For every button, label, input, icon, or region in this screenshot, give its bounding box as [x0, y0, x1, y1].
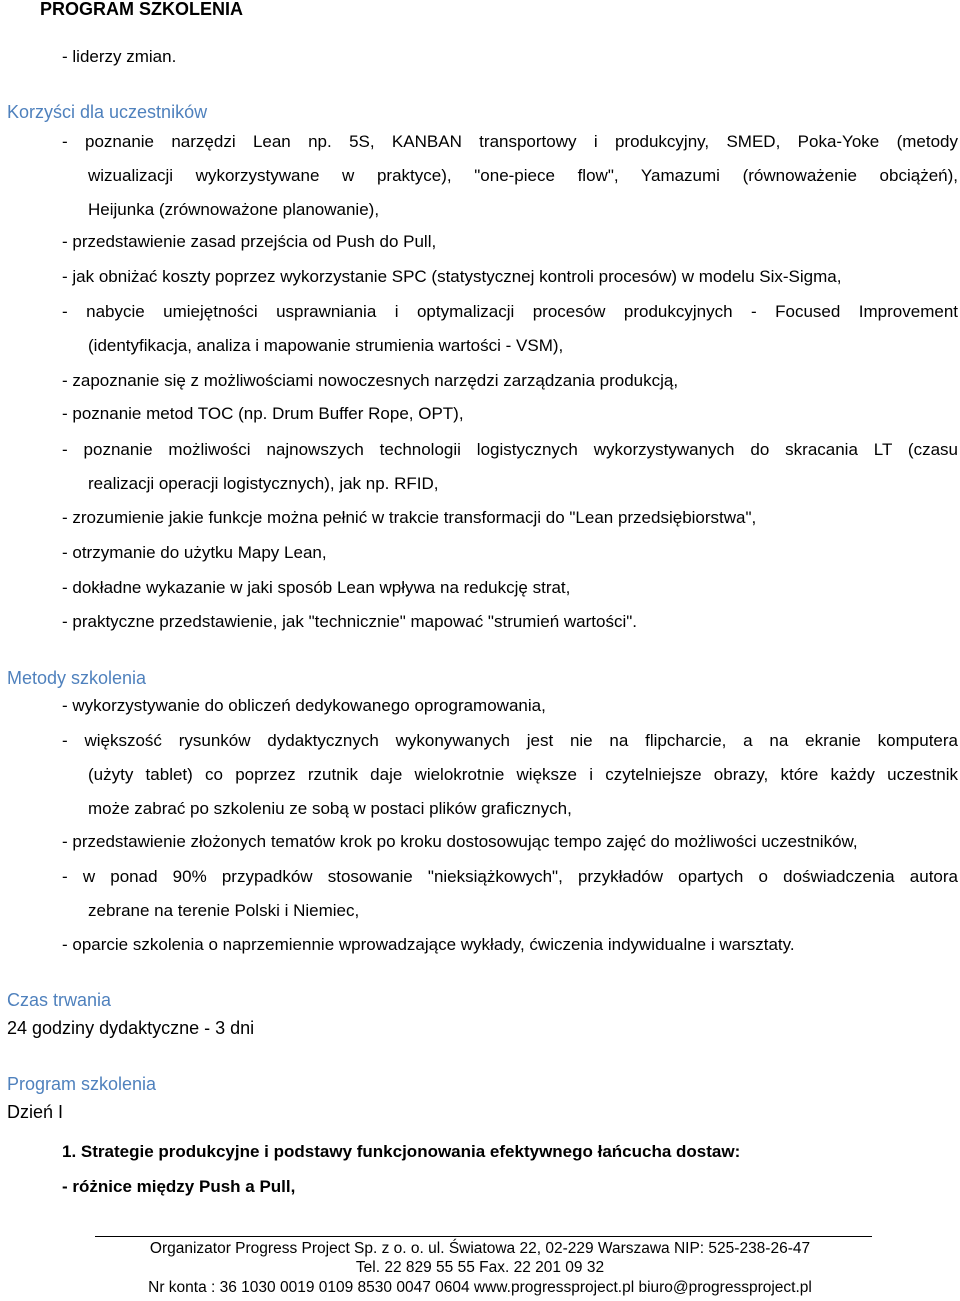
- duration-heading: Czas trwania: [7, 990, 112, 1010]
- list-item-line: - otrzymanie do użytku Mapy Lean,: [62, 543, 327, 562]
- list-item-text: - liderzy zmian.: [62, 47, 177, 66]
- topic-text: 1. Strategie produkcyjne i podstawy funkcjonowania efektywnego łańcucha dostaw:: [62, 1142, 741, 1161]
- list-item-line: może zabrać po szkoleniu ze sobą w postaci plików graficznych,: [88, 799, 572, 818]
- list-item-line: realizacji operacji logistycznych), jak np. RFID,: [88, 474, 439, 493]
- list-item-line: - praktyczne przedstawienie, jak "technicznie" mapować "strumień wartości".: [62, 612, 637, 631]
- list-item: [62, 605, 958, 639]
- list-item-line: - jak obniżać koszty poprzez wykorzystanie SPC (statystycznej kontroli procesów) w modelu Six-Sigma,: [62, 267, 842, 286]
- day-label: Dzień I: [7, 1102, 64, 1122]
- list-item-line: - przedstawienie złożonych tematów krok po kroku dostosowując tempo zajęć do możliwości uczestników,: [62, 832, 858, 851]
- duration-text: 24 godziny dydaktyczne - 3 dni: [7, 1018, 255, 1038]
- list-item-line: - dokładne wykazanie w jaki sposób Lean wpływa na redukcję strat,: [62, 578, 571, 597]
- list-item: [62, 433, 958, 501]
- list-item-line: - większość rysunków dydaktycznych wykonywanych jest nie na flipcharcie, a na ekranie komputera: [62, 731, 958, 750]
- list-item: [62, 689, 958, 723]
- list-item-line: - oparcie szkolenia o naprzemiennie wprowadzające wykłady, ćwiczenia indywidualne i warsztaty.: [62, 935, 795, 954]
- list-item: [62, 397, 958, 431]
- list-item-line: - poznanie metod TOC (np. Drum Buffer Rope, OPT),: [62, 404, 464, 423]
- list-item-line: - przedstawienie zasad przejścia od Push do Pull,: [62, 232, 437, 251]
- list-item-line: - poznanie możliwości najnowszych technologii logistycznych wykorzystywanych do skracania LT (czasu: [62, 440, 958, 459]
- list-item-line: (użyty tablet) co poprzez rzutnik daje wielokrotnie większe i czytelniejsze obrazy, które każdy uczestnik: [88, 765, 958, 784]
- list-item: [62, 860, 958, 928]
- program-subtopic: [62, 1170, 958, 1204]
- footer-divider: [95, 1236, 872, 1237]
- list-item-line: - nabycie umiejętności usprawniania i optymalizacji procesów produkcyjnych - Focused Improvement: [62, 302, 958, 321]
- list-item-line: wizualizacji wykorzystywane w praktyce), "one-piece flow", Yamazumi (równoważenie obciążeń),: [88, 166, 958, 185]
- footer-organizer: Organizator Progress Project Sp. z o. o. ul. Światowa 22, 02-229 Warszawa NIP: 525-238-26-47: [149, 1240, 811, 1257]
- list-item: [62, 536, 958, 570]
- document-title: PROGRAM SZKOLENIA: [40, 0, 244, 19]
- list-item-line: - w ponad 90% przypadków stosowanie "nieksiążkowych", przykładów opartych o doświadczenia autora: [62, 867, 958, 886]
- list-item: [62, 125, 958, 227]
- list-item: [62, 724, 958, 826]
- list-item-line: - zapoznanie się z możliwościami nowoczesnych narzędzi zarządzania produkcją,: [62, 371, 679, 390]
- footer-account: Nr konta : 36 1030 0019 0109 8530 0047 0604 www.progressproject.pl biuro@progressproject.pl: [148, 1279, 812, 1296]
- subtopic-text: - różnice między Push a Pull,: [62, 1177, 296, 1196]
- footer-phone: Tel. 22 829 55 55 Fax. 22 201 09 32: [355, 1259, 605, 1276]
- list-item: [62, 295, 958, 363]
- list-item: [62, 928, 958, 962]
- program-heading: Program szkolenia: [7, 1074, 157, 1094]
- list-item-line: (identyfikacja, analiza i mapowanie strumienia wartości - VSM),: [88, 336, 564, 355]
- benefits-heading: Korzyści dla uczestników: [7, 102, 208, 122]
- list-item-line: Heijunka (zrównoważone planowanie),: [88, 200, 380, 219]
- list-item: [62, 225, 958, 259]
- list-item: [62, 364, 958, 398]
- intro-list-item: [62, 40, 958, 74]
- list-item-line: - poznanie narzędzi Lean np. 5S, KANBAN transportowy i produkcyjny, SMED, Poka-Yoke (metody: [62, 132, 958, 151]
- list-item: [62, 501, 958, 535]
- list-item-line: - zrozumienie jakie funkcje można pełnić w trakcie transformacji do "Lean przedsiębiorstwa",: [62, 508, 757, 527]
- list-item: [62, 571, 958, 605]
- list-item: [62, 260, 958, 294]
- methods-heading: Metody szkolenia: [7, 668, 147, 688]
- list-item-line: - wykorzystywanie do obliczeń dedykowanego oprogramowania,: [62, 696, 546, 715]
- list-item-line: zebrane na terenie Polski i Niemiec,: [88, 901, 360, 920]
- list-item: [62, 825, 958, 859]
- program-topic: [62, 1135, 958, 1169]
